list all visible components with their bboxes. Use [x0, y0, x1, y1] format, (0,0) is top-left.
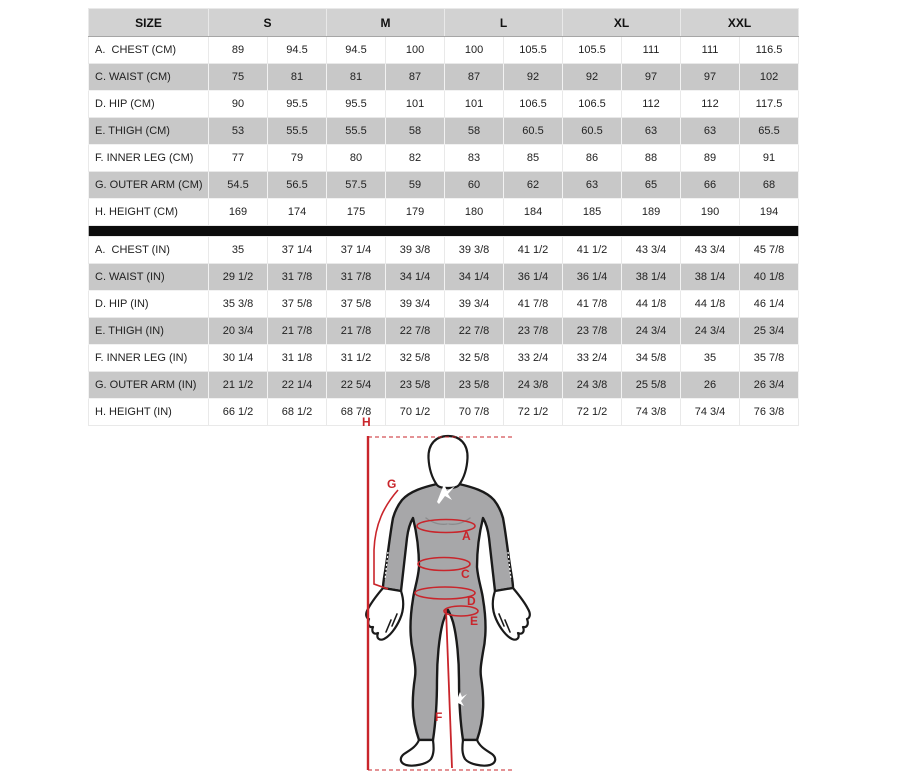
- size-value-cell: 65.5: [740, 118, 799, 145]
- size-value-cell: 68 7/8: [327, 399, 386, 426]
- size-value-cell: 22 5/4: [327, 372, 386, 399]
- size-value-cell: 91: [740, 145, 799, 172]
- size-value-cell: 86: [563, 145, 622, 172]
- height-label: H: [362, 415, 371, 429]
- size-value-cell: 54.5: [209, 172, 268, 199]
- size-value-cell: 94.5: [268, 37, 327, 64]
- row-label: H. HEIGHT (IN): [89, 399, 209, 426]
- table-row: [89, 237, 799, 264]
- row-label: E. THIGH (CM): [89, 118, 209, 145]
- size-value-cell: 116.5: [740, 37, 799, 64]
- size-group-header-m: M: [327, 9, 445, 37]
- size-value-cell: 38 1/4: [622, 264, 681, 291]
- size-value-cell: 105.5: [504, 37, 563, 64]
- size-value-cell: 31 7/8: [268, 264, 327, 291]
- size-value-cell: 94.5: [327, 37, 386, 64]
- size-value-cell: 41 7/8: [563, 291, 622, 318]
- size-group-header-xxl: XXL: [681, 9, 799, 37]
- size-value-cell: 35: [681, 345, 740, 372]
- size-value-cell: 111: [681, 37, 740, 64]
- size-value-cell: 82: [386, 145, 445, 172]
- size-value-cell: 33 2/4: [504, 345, 563, 372]
- size-value-cell: 40 1/8: [740, 264, 799, 291]
- size-value-cell: 87: [386, 64, 445, 91]
- size-value-cell: 63: [622, 118, 681, 145]
- size-value-cell: 106.5: [563, 91, 622, 118]
- size-value-cell: 43 3/4: [622, 237, 681, 264]
- size-value-cell: 24 3/8: [563, 372, 622, 399]
- size-value-cell: 31 1/8: [268, 345, 327, 372]
- waist-label: C: [461, 567, 470, 581]
- size-value-cell: 65: [622, 172, 681, 199]
- size-value-cell: 44 1/8: [681, 291, 740, 318]
- size-value-cell: 36 1/4: [563, 264, 622, 291]
- size-value-cell: 23 7/8: [504, 318, 563, 345]
- size-value-cell: 35 3/8: [209, 291, 268, 318]
- size-value-cell: 97: [681, 64, 740, 91]
- size-value-cell: 66: [681, 172, 740, 199]
- size-value-cell: 58: [445, 118, 504, 145]
- size-value-cell: 34 5/8: [622, 345, 681, 372]
- size-value-cell: 77: [209, 145, 268, 172]
- size-value-cell: 41 7/8: [504, 291, 563, 318]
- size-value-cell: 22 7/8: [386, 318, 445, 345]
- size-value-cell: 83: [445, 145, 504, 172]
- size-value-cell: 30 1/4: [209, 345, 268, 372]
- row-label: F. INNER LEG (IN): [89, 345, 209, 372]
- size-value-cell: 23 5/8: [386, 372, 445, 399]
- size-value-cell: 101: [445, 91, 504, 118]
- header-row: [89, 9, 799, 37]
- size-value-cell: 79: [268, 145, 327, 172]
- size-value-cell: 39 3/4: [386, 291, 445, 318]
- size-value-cell: 26: [681, 372, 740, 399]
- size-value-cell: 43 3/4: [681, 237, 740, 264]
- table-row: [89, 37, 799, 64]
- size-value-cell: 75: [209, 64, 268, 91]
- left-foot: [401, 740, 434, 766]
- size-value-cell: 60.5: [504, 118, 563, 145]
- size-value-cell: 23 7/8: [563, 318, 622, 345]
- size-value-cell: 38 1/4: [681, 264, 740, 291]
- size-value-cell: 62: [504, 172, 563, 199]
- size-value-cell: 80: [327, 145, 386, 172]
- size-value-cell: 41 1/2: [563, 237, 622, 264]
- size-value-cell: 72 1/2: [504, 399, 563, 426]
- size-value-cell: 37 1/4: [327, 237, 386, 264]
- size-value-cell: 100: [445, 37, 504, 64]
- table-row: [89, 318, 799, 345]
- outer-arm-label: G: [387, 477, 397, 491]
- size-value-cell: 25 5/8: [622, 372, 681, 399]
- size-value-cell: 89: [209, 37, 268, 64]
- size-value-cell: 90: [209, 91, 268, 118]
- size-value-cell: 57.5: [327, 172, 386, 199]
- right-foot: [462, 740, 495, 766]
- row-label: A. CHEST (IN): [89, 237, 209, 264]
- size-value-cell: 63: [681, 118, 740, 145]
- size-group-header-l: L: [445, 9, 563, 37]
- size-value-cell: 117.5: [740, 91, 799, 118]
- size-value-cell: 35 7/8: [740, 345, 799, 372]
- size-value-cell: 92: [563, 64, 622, 91]
- size-value-cell: 35: [209, 237, 268, 264]
- size-value-cell: 97: [622, 64, 681, 91]
- size-value-cell: 24 3/8: [504, 372, 563, 399]
- table-row: [89, 91, 799, 118]
- size-value-cell: 32 5/8: [445, 345, 504, 372]
- size-value-cell: 21 7/8: [327, 318, 386, 345]
- size-value-cell: 46 1/4: [740, 291, 799, 318]
- size-value-cell: 85: [504, 145, 563, 172]
- size-value-cell: 29 1/2: [209, 264, 268, 291]
- size-value-cell: 72 1/2: [563, 399, 622, 426]
- size-value-cell: 189: [622, 199, 681, 226]
- size-value-cell: 37 5/8: [327, 291, 386, 318]
- size-corner-header: SIZE: [89, 9, 209, 37]
- size-value-cell: 33 2/4: [563, 345, 622, 372]
- size-value-cell: 45 7/8: [740, 237, 799, 264]
- size-value-cell: 60: [445, 172, 504, 199]
- size-value-cell: 105.5: [563, 37, 622, 64]
- size-value-cell: 53: [209, 118, 268, 145]
- size-value-cell: 22 7/8: [445, 318, 504, 345]
- row-label: D. HIP (CM): [89, 91, 209, 118]
- size-value-cell: 76 3/8: [740, 399, 799, 426]
- size-group-header-xl: XL: [563, 9, 681, 37]
- table-row: [89, 291, 799, 318]
- size-value-cell: 95.5: [268, 91, 327, 118]
- size-value-cell: 60.5: [563, 118, 622, 145]
- size-value-cell: 106.5: [504, 91, 563, 118]
- size-value-cell: 31 7/8: [327, 264, 386, 291]
- table-row: [89, 172, 799, 199]
- inner-leg-line: [446, 609, 452, 768]
- chest-label: A: [462, 529, 471, 543]
- size-value-cell: 58: [386, 118, 445, 145]
- size-value-cell: 32 5/8: [386, 345, 445, 372]
- size-value-cell: 81: [268, 64, 327, 91]
- size-value-cell: 59: [386, 172, 445, 199]
- size-value-cell: 56.5: [268, 172, 327, 199]
- size-value-cell: 22 1/4: [268, 372, 327, 399]
- size-value-cell: 190: [681, 199, 740, 226]
- size-value-cell: 92: [504, 64, 563, 91]
- size-value-cell: 81: [327, 64, 386, 91]
- size-value-cell: 55.5: [327, 118, 386, 145]
- row-label: E. THIGH (IN): [89, 318, 209, 345]
- size-value-cell: 87: [445, 64, 504, 91]
- size-value-cell: 20 3/4: [209, 318, 268, 345]
- size-value-cell: 89: [681, 145, 740, 172]
- table-row: [89, 264, 799, 291]
- size-value-cell: 55.5: [268, 118, 327, 145]
- size-value-cell: 175: [327, 199, 386, 226]
- size-value-cell: 88: [622, 145, 681, 172]
- size-value-cell: 23 5/8: [445, 372, 504, 399]
- size-value-cell: 70 1/2: [386, 399, 445, 426]
- size-value-cell: 100: [386, 37, 445, 64]
- size-value-cell: 21 7/8: [268, 318, 327, 345]
- section-divider: [89, 226, 799, 237]
- size-value-cell: 26 3/4: [740, 372, 799, 399]
- row-label: G. OUTER ARM (CM): [89, 172, 209, 199]
- size-value-cell: 66 1/2: [209, 399, 268, 426]
- table-row: [89, 199, 799, 226]
- size-value-cell: 37 1/4: [268, 237, 327, 264]
- size-value-cell: 34 1/4: [445, 264, 504, 291]
- table-row: [89, 64, 799, 91]
- size-value-cell: 24 3/4: [681, 318, 740, 345]
- size-value-cell: 36 1/4: [504, 264, 563, 291]
- table-row: [89, 118, 799, 145]
- size-value-cell: 112: [622, 91, 681, 118]
- size-value-cell: 44 1/8: [622, 291, 681, 318]
- size-value-cell: 102: [740, 64, 799, 91]
- size-value-cell: 24 3/4: [622, 318, 681, 345]
- hip-label: D: [467, 594, 476, 608]
- size-group-header-s: S: [209, 9, 327, 37]
- row-label: C. WAIST (IN): [89, 264, 209, 291]
- size-value-cell: 180: [445, 199, 504, 226]
- size-value-cell: 95.5: [327, 91, 386, 118]
- size-value-cell: 68: [740, 172, 799, 199]
- size-value-cell: 74 3/4: [681, 399, 740, 426]
- row-label: D. HIP (IN): [89, 291, 209, 318]
- size-value-cell: 31 1/2: [327, 345, 386, 372]
- size-value-cell: 41 1/2: [504, 237, 563, 264]
- size-value-cell: 37 5/8: [268, 291, 327, 318]
- size-table: [88, 8, 799, 426]
- size-value-cell: 39 3/8: [386, 237, 445, 264]
- size-value-cell: 111: [622, 37, 681, 64]
- row-label: H. HEIGHT (CM): [89, 199, 209, 226]
- row-label: F. INNER LEG (CM): [89, 145, 209, 172]
- size-value-cell: 194: [740, 199, 799, 226]
- inner-leg-label: F: [435, 710, 443, 724]
- row-label: G. OUTER ARM (IN): [89, 372, 209, 399]
- size-value-cell: 74 3/8: [622, 399, 681, 426]
- size-value-cell: 39 3/8: [445, 237, 504, 264]
- size-value-cell: 185: [563, 199, 622, 226]
- size-value-cell: 34 1/4: [386, 264, 445, 291]
- size-value-cell: 112: [681, 91, 740, 118]
- row-label: C. WAIST (CM): [89, 64, 209, 91]
- row-label: A. CHEST (CM): [89, 37, 209, 64]
- head: [428, 436, 467, 488]
- size-value-cell: 179: [386, 199, 445, 226]
- body-measurement-diagram: [340, 412, 560, 782]
- size-value-cell: 39 3/4: [445, 291, 504, 318]
- thigh-label: E: [470, 614, 479, 628]
- size-value-cell: 101: [386, 91, 445, 118]
- size-value-cell: 25 3/4: [740, 318, 799, 345]
- size-value-cell: 184: [504, 199, 563, 226]
- size-value-cell: 174: [268, 199, 327, 226]
- size-value-cell: 68 1/2: [268, 399, 327, 426]
- table-row: [89, 345, 799, 372]
- size-value-cell: 169: [209, 199, 268, 226]
- size-value-cell: 70 7/8: [445, 399, 504, 426]
- table-row: [89, 372, 799, 399]
- table-row: [89, 145, 799, 172]
- size-value-cell: 63: [563, 172, 622, 199]
- size-value-cell: 21 1/2: [209, 372, 268, 399]
